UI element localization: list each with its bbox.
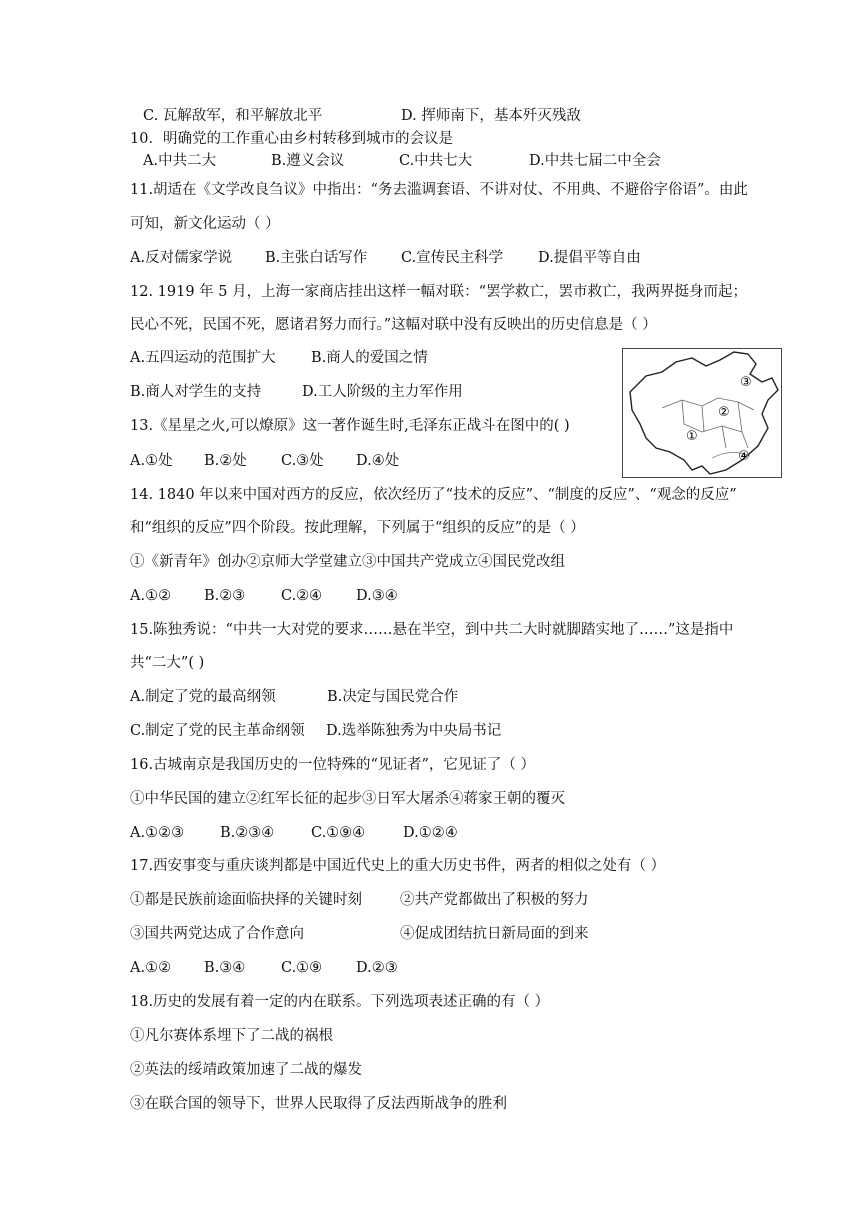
option: C.①⑨④ <box>311 825 366 841</box>
option: D.提倡平等自由 <box>538 250 641 266</box>
option: D. 挥师南下，基本歼灭残敌 <box>401 108 581 124</box>
q16-stem: 16.古城南京是我国历史的一位特殊的“见证者”，它见证了（ ） <box>130 757 535 773</box>
map-label-2: ② <box>718 405 730 420</box>
option: ①都是民族前途面临抉择的关键时刻 <box>130 892 362 908</box>
option: A.反对儒家学说 <box>130 250 233 266</box>
q10-stem: 10．明确党的工作重心由乡村转移到城市的会议是 <box>130 131 453 147</box>
q12-options-cd <box>130 382 463 402</box>
option: C.②④ <box>281 588 323 604</box>
option: C.①⑨ <box>281 960 323 976</box>
option: B.主张白话写作 <box>265 250 368 266</box>
option: A.制定了党的最高纲领 <box>130 689 276 705</box>
option: D.③④ <box>356 588 398 604</box>
option: B.商人对学生的支持 <box>130 384 262 400</box>
q18-item-1: ①凡尔赛体系埋下了二战的祸根 <box>130 1028 333 1044</box>
q17-options <box>130 958 398 978</box>
q18-item-2: ②英法的绥靖政策加速了二战的爆发 <box>130 1062 362 1078</box>
option: A.①②③ <box>130 825 185 841</box>
option: ③国共两党达成了合作意向 <box>130 926 304 942</box>
option: B.遵义会议 <box>271 153 345 169</box>
option: C.中共七大 <box>399 153 473 169</box>
q16-options <box>130 823 458 843</box>
q18-stem: 18.历史的发展有着一定的内在联系。下列选项表述正确的有（ ） <box>130 994 550 1010</box>
china-map-figure <box>622 348 782 478</box>
q17-items-34 <box>130 924 589 944</box>
option: A.中共二大 <box>143 153 217 169</box>
q17-stem: 17.西安事变与重庆谈判都是中国近代史上的重大历史书件，两者的相似之处有（ ） <box>130 858 666 874</box>
q13-stem: 13.《星星之火,可以燎原》这一著作诞生时,毛泽东正战斗在图中的( ) <box>130 418 570 434</box>
option: C. 瓦解敌军，和平解放北平 <box>143 108 323 124</box>
option: D.中共七届二中全会 <box>529 153 661 169</box>
q15-stem-cont: 共“二大”( ) <box>130 655 205 671</box>
q11-options <box>130 248 641 268</box>
option: C.③处 <box>281 453 324 469</box>
q12-options-ab <box>130 348 428 368</box>
option: ④促成团结抗日新局面的到来 <box>400 926 589 942</box>
q14-stem: 14. 1840 年以来中国对西方的反应，依次经历了“技术的反应”、“制度的反应”、“观念的反应” <box>130 487 737 503</box>
q15-stem: 15.陈独秀说：“中共一大对党的要求……悬在半空，到中共二大时就脚踏实地了……”这是指中 <box>130 622 734 638</box>
q14-options <box>130 586 398 606</box>
option: ②共产党都做出了积极的努力 <box>400 892 589 908</box>
option: B.决定与国民党合作 <box>327 689 459 705</box>
q14-items: ①《新青年》创办②京师大学堂建立③中国共产党成立④国民党改组 <box>130 554 565 570</box>
option: A.①处 <box>130 453 173 469</box>
q10-options <box>143 151 661 171</box>
q15-options-ab <box>130 687 458 707</box>
q12-stem: 12. 1919 年 5 月，上海一家商店挂出这样一幅对联：“罢学救亡，罢市救亡，我两界挺身而起； <box>130 284 748 300</box>
option: A.①② <box>130 588 172 604</box>
option: A.五四运动的范围扩大 <box>130 350 276 366</box>
map-label-1: ① <box>686 429 698 444</box>
option: C.制定了党的民主革命纲领 <box>130 723 305 739</box>
q11-stem: 11.胡适在《文学改良刍议》中指出：“务去滥调套语、不讲对仗、不用典、不避俗字俗语”。由此 <box>130 182 748 198</box>
option: B.②处 <box>204 453 247 469</box>
option: B.②③④ <box>220 825 275 841</box>
option: D.选举陈独秀为中央局书记 <box>326 723 502 739</box>
q15-options-cd <box>130 721 501 741</box>
q9-options-cd <box>143 106 581 126</box>
q11-stem-cont: 可知，新文化运动（ ） <box>130 216 280 232</box>
option: D.④处 <box>356 453 400 469</box>
map-label-4: ④ <box>738 449 750 464</box>
option: B.商人的爱国之情 <box>311 350 428 366</box>
option: B.②③ <box>204 588 246 604</box>
q13-options <box>130 451 399 471</box>
option: D.工人阶级的主力军作用 <box>302 384 463 400</box>
q18-item-3: ③在联合国的领导下，世界人民取得了反法西斯战争的胜利 <box>130 1096 507 1112</box>
q12-stem-cont: 民心不死，民国不死，愿诸君努力而行。”这幅对联中没有反映出的历史信息是（ ） <box>130 317 657 333</box>
q16-items: ①中华民国的建立②红军长征的起步③日军大屠杀④蒋家王朝的覆灭 <box>130 791 565 807</box>
option: D.①②④ <box>403 825 458 841</box>
q17-items-12 <box>130 890 589 910</box>
q14-stem-cont: 和“组织的反应”四个阶段。按此理解，下列属于“组织的反应”的是（ ） <box>130 520 585 536</box>
option: C.宣传民主科学 <box>401 250 504 266</box>
map-label-3: ③ <box>740 375 752 390</box>
option: D.②③ <box>356 960 398 976</box>
option: B.③④ <box>204 960 246 976</box>
option: A.①② <box>130 960 172 976</box>
